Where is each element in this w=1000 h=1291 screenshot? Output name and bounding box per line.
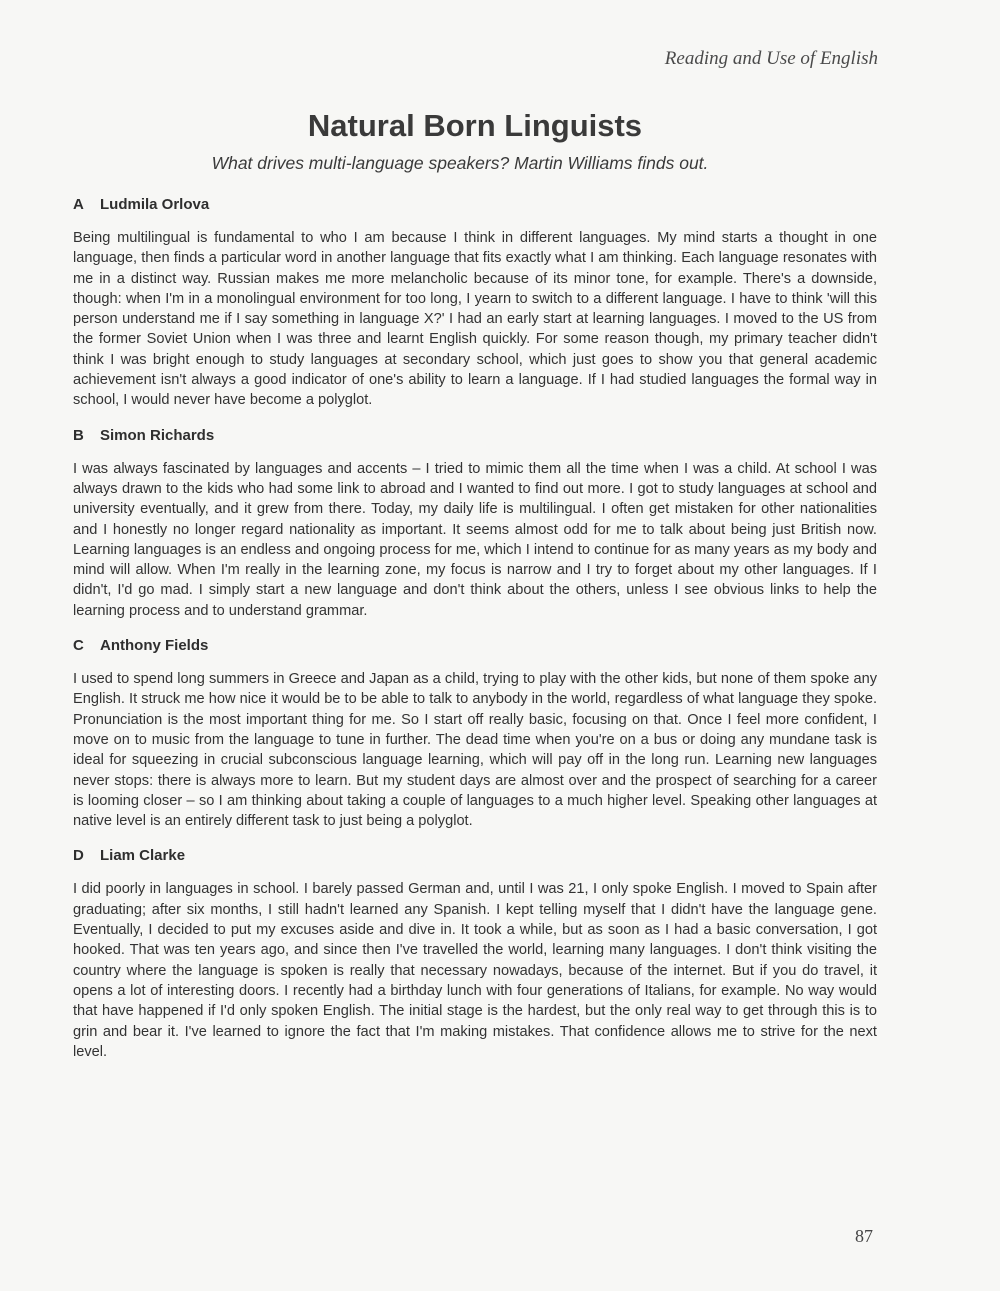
section-text: I used to spend long summers in Greece and Japan as a child, trying to play with the other kids, but none of them spoke any English. It struck me how nice it would be to be able to talk to anybody in the world, regardless of what language they spoke. Pronunciation is the most important thing for me. So I start off really basic, focusing on that. Once I feel more confident, I move on to music from the language to tune in further. The dead time when you're on a bus or doing any mundane task is ideal for squeezing in crucial subconscious language learning, which will pay off in the long run. Learning new languages never stops: there is always more to learn. But my student days are almost over and the prospect of searching for a career is looming closer – so I am thinking about taking a couple of languages to a much higher level. Speaking other languages at native level is an entirely different task to just being a polyglot. [73, 671, 877, 830]
section-text: I did poorly in languages in school. I barely passed German and, until I was 21, I only spoke English. I moved to Spain after graduating; after six months, I still hadn't learned any Spanish. I kept telling myself that I didn't have the language gene. Eventually, I decided to put my excuses aside and dive in. It took a while, but as soon as I had a basic conversation, I got hooked. That was ten years ago, and since then I've travelled the world, learning many languages. I don't think visiting the country where the language is spoken is really that necessary nowadays, because of the internet. But if you do travel, it opens a lot of interesting doors. I recently had a birthday lunch with four generations of Italians, for example. No way would that have happened if I'd only spoken English. The initial stage is the hardest, but the only real way to get through this is to grin and bear it. I've learned to ignore the fact that I'm making mistakes. That confidence allows me to strive for the next level. [73, 881, 877, 1060]
section-heading [73, 194, 877, 228]
section-a [73, 194, 877, 411]
section-heading [73, 425, 877, 459]
speaker-name: Liam Clarke [100, 847, 186, 865]
section-c [73, 635, 877, 831]
speaker-name: Anthony Fields [100, 637, 209, 655]
section-letter: C [73, 637, 84, 655]
section-heading [73, 845, 877, 879]
section-text: Being multilingual is fundamental to who I am because I think in different languages. My mind starts a thought in one language, then finds a particular word in another language that fits exactly what I am thinking. Each language resonates with me in a distinct way. Russian makes me more melancholic because of its minor tone, for example. There's a downside, though: when I'm in a monolingual environment for too long, I yearn to switch to a different language. I have to think 'will this person understand me if I say something in language X?' I had an early start at learning languages. I moved to the US from the former Soviet Union when I was three and learnt English quickly. For some reason though, my primary teacher didn't think I was bright enough to study languages at secondary school, which just goes to show you that general academic achievement isn't always a good indicator of one's ability to learn a language. If I had studied languages the formal way in school, I would never have become a polyglot. [73, 230, 877, 409]
section-text: I was always fascinated by languages and accents – I tried to mimic them all the time when I was a child. At school I was always drawn to the kids who had some link to abroad and I wanted to find out more. I got to study languages at school and university eventually, and it grew from there. Today, my daily life is multilingual. I often get mistaken for other nationalities and I honestly no longer regard nationality as important. It seems almost odd for me to talk about being just British now. Learning languages is an endless and ongoing process for me, which I intend to continue for as many years as my body and mind will allow. When I'm really in the learning zone, my focus is narrow and I try to forget about my other languages. If I didn't, I'd go mad. I simply start a new language and don't think about the others, unless I see obvious links to help the learning process and to understand grammar. [73, 460, 877, 619]
speaker-name: Ludmila Orlova [100, 196, 210, 213]
section-heading [73, 635, 877, 669]
section-letter: A [73, 196, 84, 213]
article-subtitle: What drives multi-language speakers? Martin Williams finds out. [211, 153, 709, 173]
section-letter: D [73, 847, 84, 865]
article-body [73, 194, 877, 1076]
running-head: Reading and Use of English [664, 48, 878, 69]
section-letter: B [73, 426, 84, 444]
section-d [73, 845, 877, 1062]
article-title: Natural Born Linguists [307, 108, 643, 143]
page-number: 87 [855, 1226, 873, 1246]
section-b [73, 425, 877, 621]
speaker-name: Simon Richards [100, 426, 215, 444]
